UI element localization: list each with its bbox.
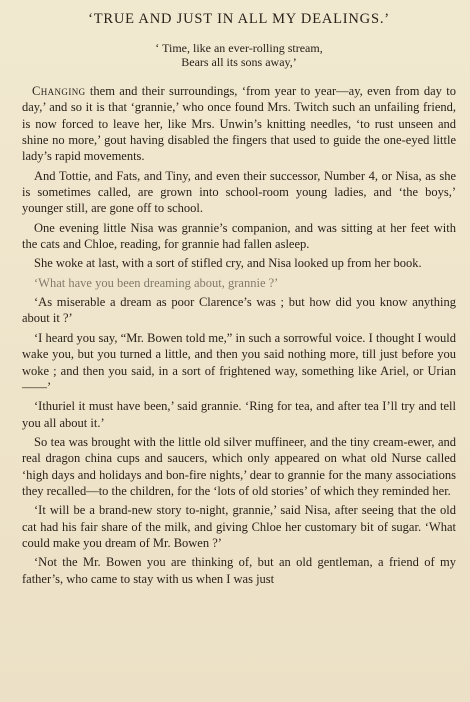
epigraph-line-2: Bears all its sons away,’ — [181, 55, 297, 69]
epigraph-line-1: ‘ Time, like an ever-rolling stream, — [155, 41, 323, 55]
paragraph-9: So tea was brought with the little old silver muffineer, and the tiny cream-ewer, and real dragon china cups and saucers, which only appeared on what old Nurse called ‘high days and holidays and bon-fire nights,’ dear to grannie for the many associations they recalled—to the children, for the ‘lots of old stories’ of which they reminded her. — [22, 434, 456, 498]
paragraph-3: One evening little Nisa was grannie’s companion, and was sitting at her feet with the cats and Chloe, reading, for grannie had fallen asleep. — [22, 220, 456, 252]
page-title: ‘TRUE AND JUST IN ALL MY DEALINGS.’ — [88, 11, 390, 27]
paragraph-1-text: them and their surroundings, ‘from year to year—ay, even from day to day,’ and so it is that ‘grannie,’ who once found Mrs. Twitch such an unfailing friend, is now forced to leave her, like Mrs. Unwin’s knitting needles, ‘to rust unseen and shine no more,’ gout having disabled the fingers that used to guide the one-eyed little lady’s rapid movements. — [22, 84, 456, 164]
paragraph-7: ‘I heard you say, “Mr. Bowen told me,” in such a sorrowful voice. I thought I would wake you, but you turned a little, and then you said nothing more, till just before you woke ; and then you said, in a sort of frightened way, something like Ariel, or Urian——’ — [22, 330, 456, 394]
paragraph-5: ‘What have you been dreaming about, grannie ?’ — [34, 275, 279, 290]
paragraph-10: ‘It will be a brand-new story to-night, grannie,’ said Nisa, after seeing that the old cat had his fair share of the milk, and giving Chloe her customary bit of sugar. ‘What could make you dream of Mr. Bowen ?’ — [22, 503, 456, 550]
paragraph-11: ‘Not the Mr. Bowen you are thinking of, but an old gentleman, a friend of my father’s, who came to stay with us when I was just — [22, 555, 456, 586]
paragraph-lead-word: Changing — [32, 84, 86, 98]
epigraph — [22, 41, 456, 69]
paragraph-2: And Tottie, and Fats, and Tiny, and even their successor, Number 4, or Nisa, as she is sometimes called, are grown into school-room young ladies, and ‘the boys,’ younger still, are gone off to school. — [22, 168, 456, 216]
paragraph-1 — [22, 83, 456, 165]
paragraph-8: ‘Ithuriel it must have been,’ said grannie. ‘Ring for tea, and after tea I’ll try and tell you all about it.’ — [22, 399, 456, 430]
paragraph-4: She woke at last, with a sort of stifled cry, and Nisa looked up from her book. — [34, 256, 422, 271]
paragraph-6: ‘As miserable a dream as poor Clarence’s was ; but how did you know anything about it ?’ — [22, 295, 456, 326]
